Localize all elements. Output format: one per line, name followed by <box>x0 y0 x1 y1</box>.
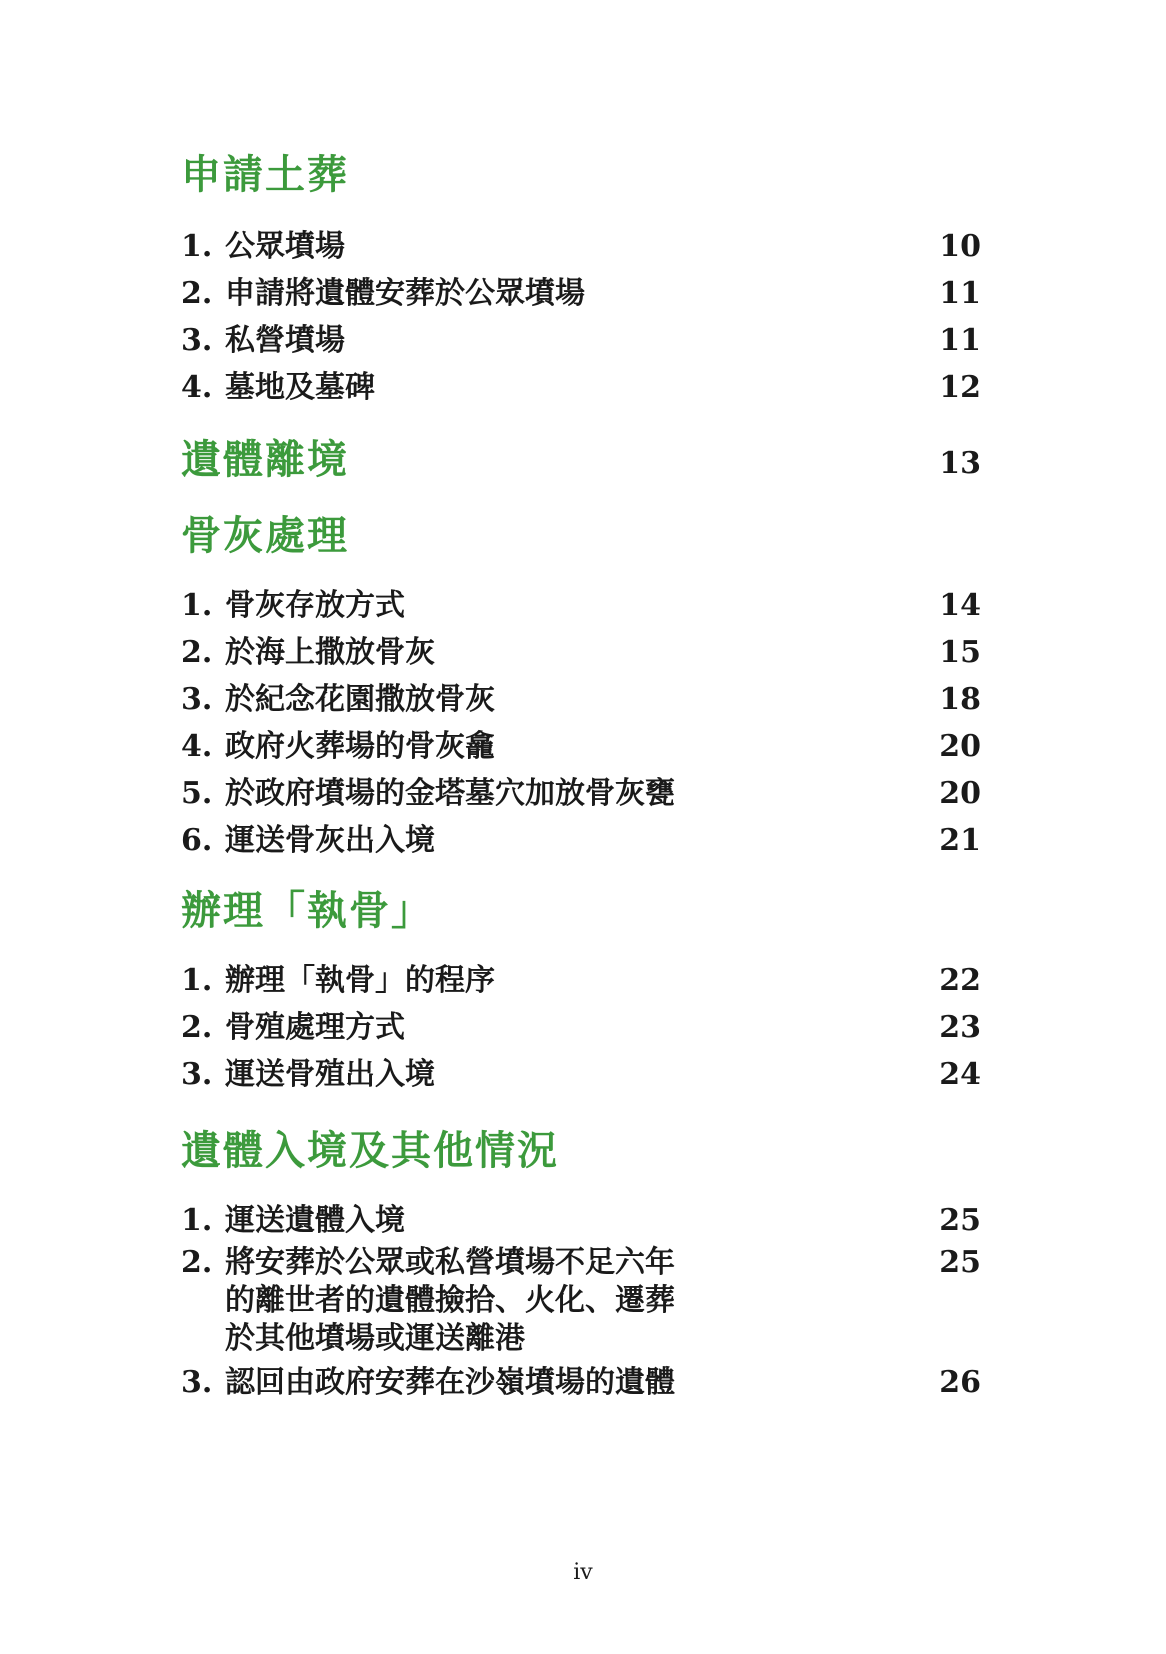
entry-title: 認回由政府安葬在沙嶺墳場的遺體 <box>225 1365 675 1400</box>
entry-number: 2. <box>181 1010 213 1045</box>
toc-entry[interactable] <box>181 628 981 678</box>
toc-entry[interactable] <box>181 1358 981 1408</box>
entry-title: 運送骨殖出入境 <box>225 1057 435 1092</box>
entry-page-number: 14 <box>939 588 981 623</box>
entry-number: 5. <box>181 776 213 811</box>
entry-title: 申請將遺體安葬於公眾墳場 <box>225 276 585 311</box>
entry-title: 將安葬於公眾或私營墳場不足六年 的離世者的遺體撿拾、火化、遷葬 於其他墳場或運送離港 <box>225 1245 675 1356</box>
entry-number: 2. <box>181 1245 213 1280</box>
section-heading[interactable] <box>181 511 981 561</box>
entry-page-number: 24 <box>939 1057 981 1092</box>
entry-page-number: 25 <box>939 1203 981 1238</box>
section-title: 遺體入境及其他情況 <box>181 1127 559 1174</box>
section-heading[interactable] <box>181 435 981 489</box>
entry-page-number: 26 <box>939 1365 981 1400</box>
toc-entry[interactable] <box>181 581 981 631</box>
entry-title: 辦理「執骨」的程序 <box>225 963 495 998</box>
entry-number: 1. <box>181 963 213 998</box>
entry-page-number: 22 <box>939 963 981 998</box>
entry-page-number: 11 <box>939 323 981 358</box>
entry-number: 4. <box>181 729 213 764</box>
entry-page-number: 10 <box>939 229 981 264</box>
section-title: 申請土葬 <box>181 151 349 198</box>
entry-page-number: 12 <box>939 370 981 405</box>
section-heading[interactable] <box>181 150 981 200</box>
toc-entry[interactable] <box>181 222 981 272</box>
toc-entry[interactable] <box>181 722 981 772</box>
entry-page-number: 20 <box>939 729 981 764</box>
toc-entry[interactable] <box>181 956 981 1006</box>
entry-title: 運送骨灰出入境 <box>225 823 435 858</box>
section-title: 辦理「執骨」 <box>181 887 433 934</box>
entry-title: 運送遺體入境 <box>225 1203 405 1238</box>
table-of-contents <box>181 150 981 1408</box>
entry-title: 公眾墳場 <box>225 229 345 264</box>
entry-page-number: 21 <box>939 823 981 858</box>
toc-entry[interactable] <box>181 1003 981 1053</box>
entry-page-number: 15 <box>939 635 981 670</box>
toc-section <box>181 886 981 1100</box>
entry-title: 墓地及墓碑 <box>225 370 375 405</box>
toc-section <box>181 435 981 489</box>
entry-number: 1. <box>181 229 213 264</box>
entry-title: 於紀念花園撒放骨灰 <box>225 682 495 717</box>
entry-number: 1. <box>181 1203 213 1238</box>
entry-title: 於海上撒放骨灰 <box>225 635 435 670</box>
entry-page-number: 18 <box>939 682 981 717</box>
section-title: 骨灰處理 <box>181 512 349 559</box>
entry-title: 政府火葬場的骨灰龕 <box>225 729 495 764</box>
toc-entry[interactable] <box>181 816 981 866</box>
toc-section <box>181 511 981 866</box>
entry-page-number: 11 <box>939 276 981 311</box>
entry-title: 骨灰存放方式 <box>225 588 405 623</box>
footer-page-number: iv <box>573 1560 593 1585</box>
entry-title: 骨殖處理方式 <box>225 1010 405 1045</box>
entry-number: 4. <box>181 370 213 405</box>
toc-entry[interactable] <box>181 363 981 413</box>
toc-entry[interactable] <box>181 269 981 319</box>
toc-entry[interactable] <box>181 316 981 366</box>
entry-number: 2. <box>181 635 213 670</box>
toc-entry[interactable] <box>181 1050 981 1100</box>
entry-page-number: 20 <box>939 776 981 811</box>
entry-number: 6. <box>181 823 213 858</box>
toc-entry[interactable] <box>181 769 981 819</box>
entry-number: 3. <box>181 682 213 717</box>
entry-page-number: 25 <box>939 1245 981 1280</box>
section-page-number: 13 <box>939 446 981 481</box>
entry-number: 3. <box>181 1365 213 1400</box>
toc-entry[interactable] <box>181 675 981 725</box>
entry-number: 3. <box>181 323 213 358</box>
entry-number: 1. <box>181 588 213 623</box>
entry-number: 3. <box>181 1057 213 1092</box>
entry-title: 於政府墳場的金塔墓穴加放骨灰甕 <box>225 776 675 811</box>
entry-number: 2. <box>181 276 213 311</box>
entry-page-number: 23 <box>939 1010 981 1045</box>
section-heading[interactable] <box>181 886 981 936</box>
toc-entry[interactable] <box>181 1238 981 1358</box>
toc-section <box>181 1126 981 1408</box>
entry-title: 私營墳場 <box>225 323 345 358</box>
section-heading[interactable] <box>181 1126 981 1176</box>
section-title: 遺體離境 <box>181 436 349 483</box>
toc-section <box>181 150 981 413</box>
